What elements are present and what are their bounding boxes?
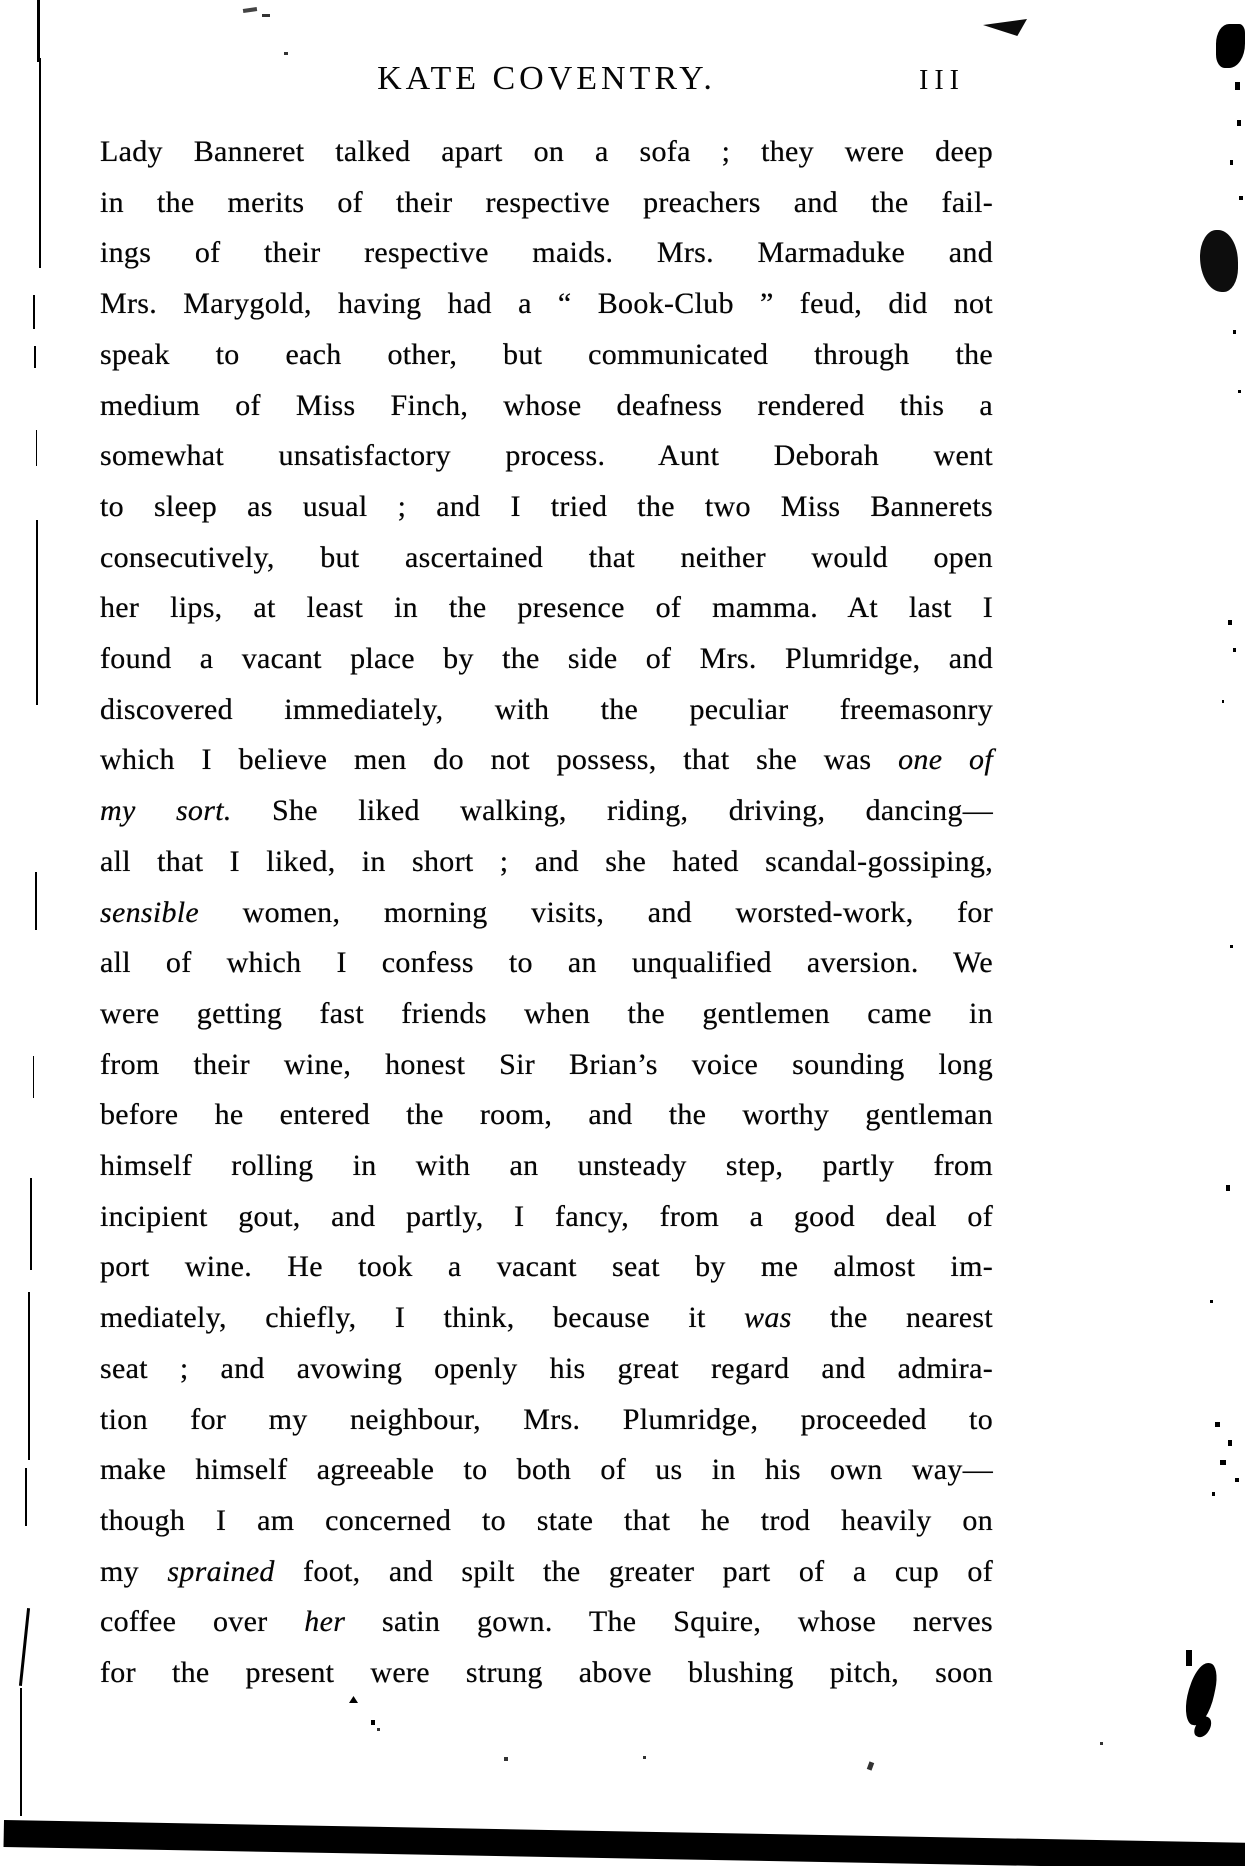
top-speckle <box>243 7 257 13</box>
text-line: my sprained foot, and spilt the greater part of a cup of <box>100 1554 993 1588</box>
text-line: sensible women, morning visits, and worsted-work, for <box>100 895 993 929</box>
text-line: coffee over her satin gown. The Squire, whose nerves <box>100 1605 993 1639</box>
right-edge-speckle <box>1212 1492 1215 1496</box>
text-line: ings of their respective maids. Mrs. Marmaduke and <box>100 236 993 270</box>
text-line: her lips, at least in the presence of mamma. At last I <box>100 591 993 625</box>
text-line: found a vacant place by the side of Mrs. Plumridge, and <box>100 642 993 676</box>
right-edge-speckle <box>1210 1300 1213 1303</box>
text-line: were getting fast friends when the gentlemen came in <box>100 996 993 1030</box>
bottom-speckle <box>371 1720 375 1725</box>
left-edge-mark <box>33 295 35 329</box>
left-edge-mark <box>33 1056 34 1098</box>
left-edge-mark <box>34 346 36 368</box>
right-edge-speckle <box>1237 120 1241 126</box>
text-line: speak to each other, but communicated through the <box>100 337 993 371</box>
right-edge-speckle <box>1230 160 1233 165</box>
top-smudge <box>983 19 1027 36</box>
text-line: seat ; and avowing openly his great regard and admira- <box>100 1351 993 1385</box>
text-line: somewhat unsatisfactory process. Aunt Deborah went <box>100 439 993 473</box>
bottom-speckle <box>867 1761 874 1770</box>
left-edge-mark <box>30 1178 32 1270</box>
text-line: himself rolling in with an unsteady step, partly from <box>100 1149 993 1183</box>
text-line: consecutively, but ascertained that neither would open <box>100 540 993 574</box>
right-edge-speckle <box>1215 1422 1220 1427</box>
left-edge-mark <box>28 1292 30 1460</box>
right-edge-blob <box>1216 24 1245 68</box>
text-line: which I believe men do not possess, that she was one of <box>100 743 993 777</box>
left-edge-mark <box>25 1468 27 1526</box>
top-speckle <box>262 14 270 17</box>
left-edge-mark <box>39 58 41 268</box>
right-edge-speckle <box>1220 1460 1226 1465</box>
left-edge-mark <box>36 520 38 705</box>
page-header <box>100 60 993 106</box>
bottom-speckle <box>377 1728 380 1731</box>
right-edge-speckle <box>1222 700 1224 703</box>
ink-blot <box>1186 1650 1192 1666</box>
left-edge-mark <box>35 872 37 930</box>
text-line: before he entered the room, and the worthy gentleman <box>100 1098 993 1132</box>
text-line: port wine. He took a vacant seat by me almost im- <box>100 1250 993 1284</box>
right-edge-speckle <box>1226 1185 1230 1191</box>
right-edge-speckle <box>1233 330 1236 334</box>
left-edge-mark <box>19 1608 30 1686</box>
right-edge-speckle <box>1239 196 1243 200</box>
top-speckle <box>284 52 288 55</box>
left-edge-mark <box>36 430 37 466</box>
text-line: in the merits of their respective preachers and the fail- <box>100 185 993 219</box>
text-line: all that I liked, in short ; and she hated scandal-gossiping, <box>100 844 993 878</box>
page-number: III <box>919 65 965 96</box>
text-line: Lady Banneret talked apart on a sofa ; they were deep <box>100 135 993 168</box>
running-title: KATE COVENTRY. <box>377 60 716 97</box>
text-line: for the present were strung above blushing pitch, soon <box>100 1656 993 1690</box>
bottom-scan-bar <box>4 1820 1245 1866</box>
text-line: all of which I confess to an unqualified aversion. We <box>100 946 993 980</box>
text-line: from their wine, honest Sir Brian’s voice sounding long <box>100 1047 993 1081</box>
right-edge-speckle <box>1228 620 1232 625</box>
right-edge-speckle <box>1233 648 1236 652</box>
body-text <box>100 127 993 1699</box>
text-line: to sleep as usual ; and I tried the two Miss Bannerets <box>100 489 993 523</box>
text-line: Mrs. Marygold, having had a “ Book-Club ” feud, did not <box>100 287 993 321</box>
right-edge-speckle <box>1235 1478 1239 1482</box>
bottom-speckle <box>1100 1742 1103 1745</box>
text-line: medium of Miss Finch, whose deafness rendered this a <box>100 388 993 422</box>
text-line: make himself agreeable to both of us in his own way— <box>100 1453 993 1487</box>
right-edge-blotch <box>1200 230 1238 292</box>
text-line: though I am concerned to state that he trod heavily on <box>100 1503 993 1537</box>
bottom-speckle <box>504 1757 508 1761</box>
text-line: incipient gout, and partly, I fancy, from a good deal of <box>100 1199 993 1233</box>
right-edge-speckle <box>1238 390 1241 393</box>
bottom-speckle <box>643 1756 646 1759</box>
text-line: discovered immediately, with the peculiar freemasonry <box>100 692 993 726</box>
text-line: mediately, chiefly, I think, because it was the nearest <box>100 1301 993 1335</box>
right-edge-speckle <box>1228 1440 1232 1446</box>
left-edge-mark <box>37 0 40 62</box>
right-edge-speckle <box>1235 82 1240 90</box>
text-line: my sort. She liked walking, riding, driving, dancing— <box>100 794 993 828</box>
left-edge-mark <box>20 1688 22 1816</box>
right-edge-speckle <box>1230 945 1233 948</box>
text-line: tion for my neighbour, Mrs. Plumridge, proceeded to <box>100 1402 993 1436</box>
